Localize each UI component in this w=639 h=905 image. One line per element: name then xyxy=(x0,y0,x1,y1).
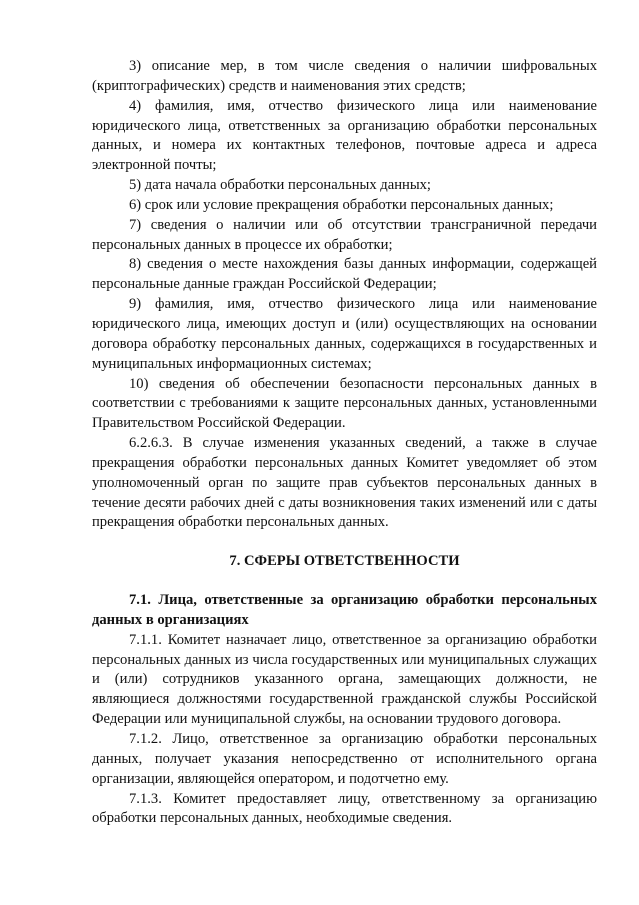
list-item: 3) описание мер, в том числе сведения о наличии шифровальных (криптографических) средств и наименования этих средств; xyxy=(92,58,597,94)
list-item: 10) сведения об обеспечении безопасности персональных данных в соответствии с требованиями к защите персональных данных, установленными Правительством Российской Федерации. xyxy=(92,375,597,432)
paragraph-7-1-1: 7.1.1. Комитет назначает лицо, ответственное за организацию обработки персональных данных из числа государственных или муниципальных служащих и (или) сотрудников указанного органа, замещающих должности, не являющиеся должностями государственной гражданской службы Российской Федерации или муниципальной службы, на основании трудового договора. xyxy=(92,631,597,728)
paragraph-7-1-3: 7.1.3. Комитет предоставляет лицу, ответственному за организацию обработки персональных данных, необходимые сведения. xyxy=(92,790,597,827)
list-item: 4) фамилия, имя, отчество физического лица или наименование юридического лица, ответственных за организацию обработки персональных данных, и номера их контактных телефонов, почтовые адреса и адреса электронной почты; xyxy=(92,97,597,174)
list-item: 6) срок или условие прекращения обработки персональных данных; xyxy=(129,196,554,213)
list-item: 8) сведения о месте нахождения базы данных информации, содержащей персональные данные граждан Российской Федерации; xyxy=(92,256,597,293)
section-title: 7. СФЕРЫ ОТВЕТСТВЕННОСТИ xyxy=(229,553,460,570)
list-item: 5) дата начала обработки персональных данных; xyxy=(129,177,431,194)
paragraph-7-1-2: 7.1.2. Лицо, ответственное за организацию обработки персональных данных, получает указания непосредственно от исполнительного органа организации, являющейся оператором, и подотчетно ему. xyxy=(92,731,597,787)
subsection-title: 7.1. Лица, ответственные за организацию обработки персональных данных в организациях xyxy=(92,592,597,628)
list-item: 7) сведения о наличии или об отсутствии трансграничной передачи персональных данных в процессе их обработки; xyxy=(92,216,597,253)
document-page xyxy=(92,57,597,829)
paragraph-6-2-6-3: 6.2.6.3. В случае изменения указанных сведений, а также в случае прекращения обработки персональных данных Комитет уведомляет об этом уполномоченный орган по защите прав субъектов персональных данных в течение десяти рабочих дней с даты возникновения таких изменений или с даты прекращения обработки персональных данных. xyxy=(92,435,597,531)
list-item: 9) фамилия, имя, отчество физического лица или наименование юридического лица, имеющих доступ и (или) осуществляющих на основании договора обработку персональных данных, содержащихся в государственных и муниципальных информационных системах; xyxy=(92,296,597,372)
